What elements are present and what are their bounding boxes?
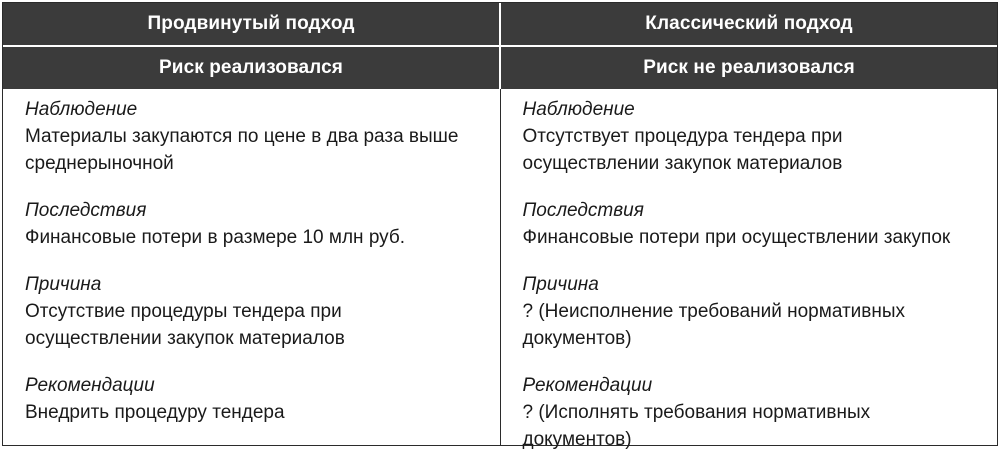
subheader-risk-not-realized: Риск не реализовался	[499, 47, 997, 89]
left-observation-title: Наблюдение	[25, 99, 138, 120]
left-cause-text: Отсутствие процедуры тендера при осуществлении закупок материалов	[25, 301, 345, 349]
left-cause-title: Причина	[25, 274, 102, 295]
right-consequences-title: Последствия	[522, 200, 644, 221]
header-classic-approach: Классический подход	[499, 3, 997, 45]
subheader-risk-realized: Риск реализовался	[159, 57, 343, 78]
right-column	[500, 89, 998, 450]
right-recommendations-title: Рекомендации	[522, 375, 653, 396]
header-row-risk	[3, 47, 997, 89]
left-consequences-title: Последствия	[25, 200, 147, 221]
header-row-approach	[3, 3, 997, 45]
left-column	[3, 89, 500, 445]
right-recommendations-section	[523, 372, 998, 453]
left-recommendations-title: Рекомендации	[25, 375, 155, 396]
right-consequences-section	[523, 197, 998, 251]
table-body	[3, 89, 997, 450]
right-cause-title: Причина	[522, 274, 599, 295]
header-advanced-approach: Продвинутый подход	[147, 13, 355, 34]
right-observation-section	[523, 96, 998, 177]
left-observation-text: Материалы закупаются по цене в два раза выше среднерыночной	[25, 126, 459, 174]
left-consequences-text: Финансовые потери в размере 10 млн руб.	[25, 227, 406, 248]
right-cause-text: ? (Неисполнение требований нормативных документов)	[522, 301, 906, 349]
left-recommendations-text: Внедрить процедуру тендера	[25, 402, 285, 423]
left-observation-section	[25, 96, 500, 177]
left-cause-section	[25, 271, 500, 352]
right-observation-text: Отсутствует процедура тендера при осуществлении закупок материалов	[522, 126, 843, 174]
right-recommendations-text: ? (Исполнять требования нормативных документов)	[522, 402, 871, 450]
left-recommendations-section	[25, 372, 500, 426]
right-cause-section	[523, 271, 998, 352]
comparison-table	[2, 2, 998, 450]
left-consequences-section	[25, 197, 500, 251]
right-observation-title: Наблюдение	[522, 99, 635, 120]
right-consequences-text: Финансовые потери при осуществлении закупок	[522, 227, 951, 248]
